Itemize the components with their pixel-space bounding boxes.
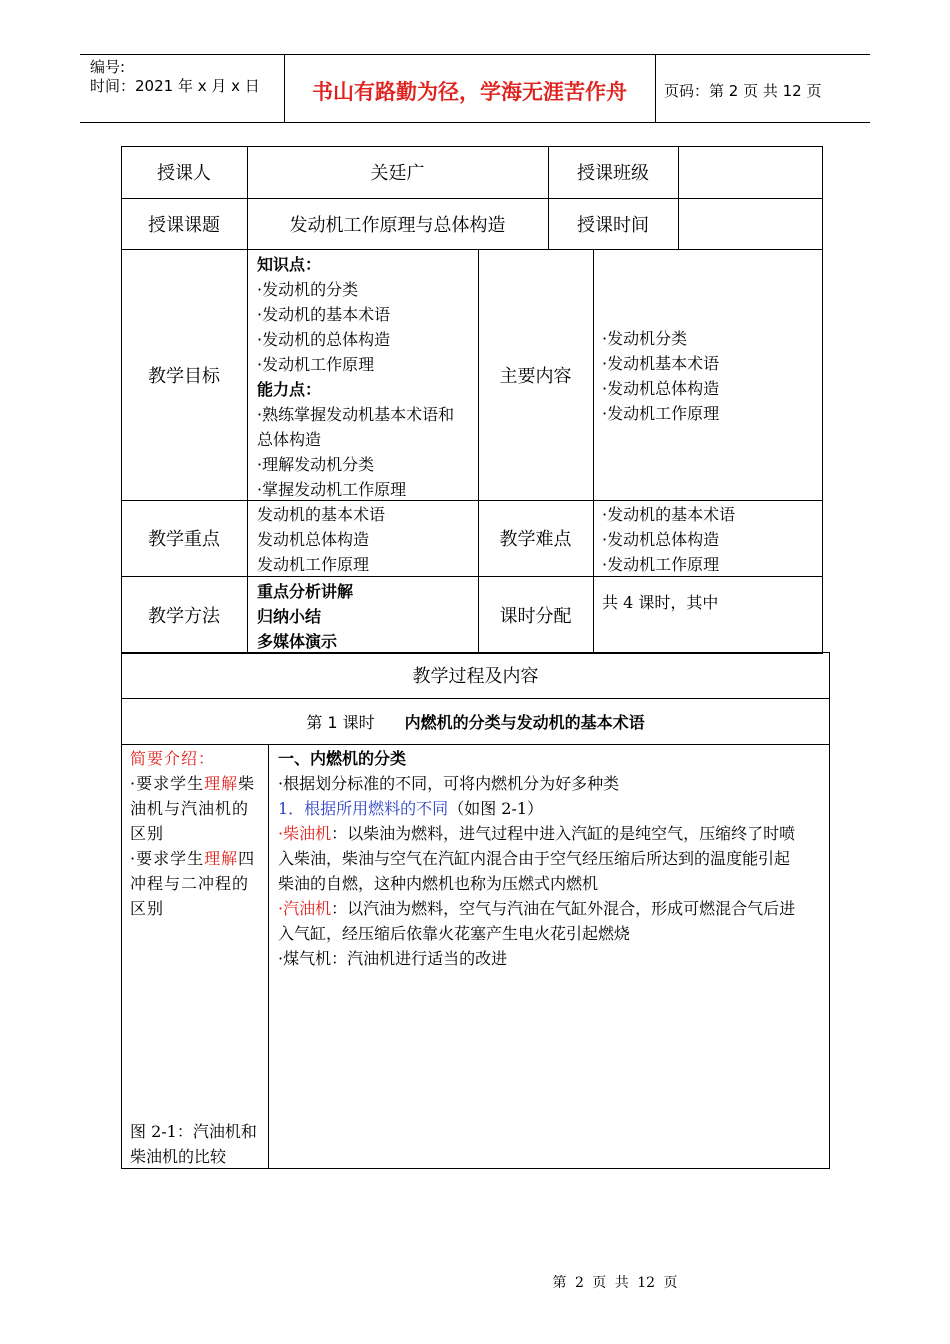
main-item: ·发动机分类 xyxy=(602,329,688,348)
serial-label: 编号: xyxy=(90,58,126,76)
key-item: 发动机的基本术语 xyxy=(257,505,386,524)
difficulty-item: ·发动机工作原理 xyxy=(602,555,720,574)
method-list xyxy=(257,579,353,654)
intro-line: 区别 xyxy=(130,899,165,918)
content-line: ·根据划分标准的不同，可将内燃机分为好多种类 xyxy=(278,774,620,793)
method-label: 教学方法 xyxy=(148,605,220,627)
footer-page-number: 第 2 页 共 12 页 xyxy=(552,1275,678,1291)
diesel-line: 柴油的自燃，这种内燃机也称为压燃式内燃机 xyxy=(278,874,599,893)
goal-item: ·发动机的基本术语 xyxy=(257,305,391,324)
gasoline-line: ·汽油机：以汽油为燃料，空气与汽油在气缸外混合，形成可燃混合气后进 xyxy=(278,899,796,918)
content-column xyxy=(278,746,823,971)
page-code: 页码：第 2 页 共 12 页 xyxy=(664,82,822,100)
hours-value: 共 4 课时，其中 xyxy=(602,593,719,612)
difficulty-label: 教学难点 xyxy=(499,529,572,550)
motto: 书山有路勤为径，学海无涯苦作舟 xyxy=(312,80,627,104)
lesson-heading xyxy=(121,698,830,744)
topic-value: 发动机工作原理与总体构造 xyxy=(289,214,506,236)
gas-engine-line: ·煤气机：汽油机进行适当的改进 xyxy=(278,949,508,968)
intro-line: 冲程与二冲程的 xyxy=(130,874,250,893)
key-list xyxy=(257,502,385,577)
goal-item: ·理解发动机分类 xyxy=(257,455,375,474)
teacher-label: 授课人 xyxy=(157,163,211,184)
goal-item: ·发动机的总体构造 xyxy=(257,330,391,349)
diesel-line: ·柴油机：以柴油为燃料，进气过程中进入汽缸的是纯空气，压缩终了时喷 xyxy=(278,824,796,843)
header-top-rule xyxy=(80,54,870,55)
diesel-line: 入柴油，柴油与空气在汽缸内混合由于空气经压缩后所达到的温度能引起 xyxy=(278,849,791,868)
key-item: 发动机总体构造 xyxy=(257,530,370,549)
intro-line: ·要求学生理解柴 xyxy=(130,774,256,793)
col-border xyxy=(268,744,269,1168)
teacher-value: 关廷广 xyxy=(370,163,425,184)
header-divider xyxy=(655,54,656,122)
key-item: 发动机工作原理 xyxy=(257,555,370,574)
intro-line: 油机与汽油机的 xyxy=(130,799,250,818)
lesson-number: 第 1 课时 xyxy=(306,712,375,732)
gasoline-term: ·汽油机 xyxy=(278,899,332,918)
diesel-term: ·柴油机 xyxy=(278,824,332,843)
col-border xyxy=(593,249,594,653)
class-label: 授课班级 xyxy=(577,163,649,184)
difficulty-list xyxy=(602,502,735,577)
method-item: 归纳小结 xyxy=(257,607,322,626)
topic-label: 授课课题 xyxy=(148,214,220,236)
ability-heading: 能力点： xyxy=(257,380,322,399)
intro-title: 简要介绍： xyxy=(130,749,216,768)
main-content-list xyxy=(602,326,719,426)
goal-item: ·发动机的分类 xyxy=(257,280,359,299)
goal-item: 总体构造 xyxy=(257,430,322,449)
intro-column xyxy=(130,746,255,921)
goal-label: 教学目标 xyxy=(148,365,220,387)
header-bottom-rule xyxy=(80,122,870,123)
class-value xyxy=(678,146,822,198)
intro-line: 区别 xyxy=(130,824,165,843)
time-label-cell: 授课时间 xyxy=(577,214,649,236)
main-item: ·发动机工作原理 xyxy=(602,404,720,423)
section-title: 一、内燃机的分类 xyxy=(278,749,407,768)
main-item: ·发动机总体构造 xyxy=(602,379,720,398)
row-border xyxy=(121,744,829,745)
gasoline-line: 入气缸，经压缩后依靠火花塞产生电火花引起燃烧 xyxy=(278,924,631,943)
goal-item: ·熟练掌握发动机基本术语和 xyxy=(257,405,455,424)
key-label: 教学重点 xyxy=(148,529,220,550)
main-item: ·发动机基本术语 xyxy=(602,354,720,373)
goal-list xyxy=(257,252,454,502)
method-item: 多媒体演示 xyxy=(257,632,338,651)
content-line: 1．根据所用燃料的不同（如图 2-1） xyxy=(278,799,544,818)
intro-line: ·要求学生理解四 xyxy=(130,849,256,868)
knowledge-heading: 知识点： xyxy=(257,255,322,274)
method-item: 重点分析讲解 xyxy=(257,582,354,601)
time-label: 时间：2021 年 x 月 x 日 xyxy=(90,77,260,95)
process-title: 教学过程及内容 xyxy=(412,666,539,687)
goal-item: ·发动机工作原理 xyxy=(257,355,375,374)
hours-label: 课时分配 xyxy=(499,605,572,627)
main-content-label: 主要内容 xyxy=(499,365,572,387)
figure-caption: 图 2-1：汽油机和 柴油机的比较 xyxy=(130,1122,257,1166)
lesson-title: 内燃机的分类与发动机的基本术语 xyxy=(404,712,645,732)
goal-item: ·掌握发动机工作原理 xyxy=(257,480,407,499)
difficulty-item: ·发动机总体构造 xyxy=(602,530,720,549)
difficulty-item: ·发动机的基本术语 xyxy=(602,505,736,524)
time-value xyxy=(678,198,822,249)
